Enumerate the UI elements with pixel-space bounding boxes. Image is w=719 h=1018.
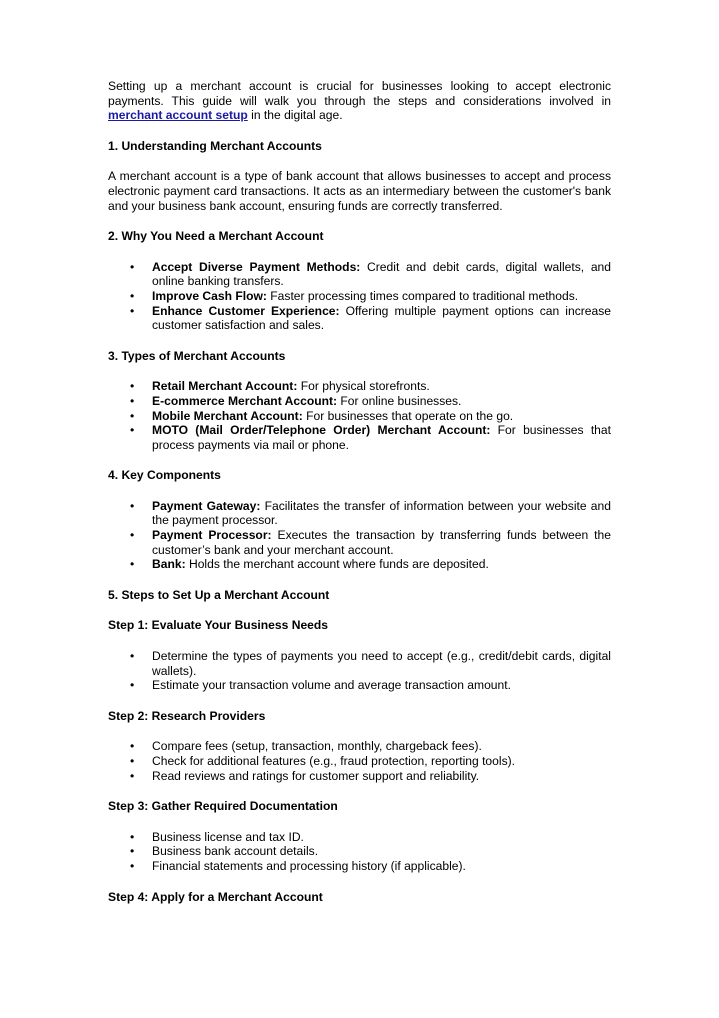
step-heading-documentation: Step 3: Gather Required Documentation — [108, 799, 338, 814]
list-item — [108, 394, 611, 409]
list-item-text: For online businesses. — [337, 393, 462, 408]
components-list — [108, 499, 611, 572]
list-item-term: Mobile Merchant Account: — [152, 408, 303, 423]
bullet-icon: • — [130, 739, 135, 754]
list-item — [108, 499, 611, 528]
list-item-text: Compare fees (setup, transaction, monthly, chargeback fees). — [152, 739, 482, 754]
bullet-icon: • — [130, 557, 135, 572]
bullet-icon: • — [130, 393, 135, 408]
step-heading-research: Step 2: Research Providers — [108, 708, 266, 723]
list-item-term: Enhance Customer Experience: — [152, 303, 340, 318]
list-item-text: Financial statements and processing history (if applicable). — [152, 858, 466, 873]
bullet-icon: • — [130, 379, 135, 394]
section-heading-why: 2. Why You Need a Merchant Account — [108, 229, 324, 244]
section-heading-steps: 5. Steps to Set Up a Merchant Account — [108, 587, 330, 602]
section-heading-components: 4. Key Components — [108, 468, 221, 483]
list-item — [108, 557, 611, 572]
list-item-text: Check for additional features (e.g., fraud protection, reporting tools). — [152, 754, 516, 768]
step3-list — [108, 830, 611, 874]
list-item-term: Improve Cash Flow: — [152, 288, 267, 303]
list-item-text: Determine the types of payments you need to accept (e.g., credit/debit cards, digital wallets). — [152, 649, 611, 678]
bullet-icon: • — [130, 303, 135, 318]
intro-text-before: Setting up a merchant account is crucial for businesses looking to accept electronic payments. This guide will walk you through the steps and considerations involved in — [108, 79, 611, 108]
intro-text-after: in the digital age. — [247, 108, 343, 123]
bullet-icon: • — [130, 844, 135, 859]
list-item-text: Credit and debit cards, digital wallets, and online banking transfers. — [152, 259, 612, 289]
list-item — [108, 379, 611, 394]
list-item — [108, 739, 611, 754]
list-item-text: For physical storefronts. — [297, 379, 430, 394]
list-item-text: Read reviews and ratings for customer support and reliability. — [152, 768, 480, 783]
bullet-icon: • — [130, 259, 135, 274]
bullet-icon: • — [130, 754, 135, 768]
bullet-icon: • — [130, 408, 135, 423]
step-heading-apply: Step 4: Apply for a Merchant Account — [108, 889, 323, 904]
list-item — [108, 830, 611, 845]
list-item-text: Holds the merchant account where funds are deposited. — [185, 557, 489, 572]
list-item — [108, 649, 611, 678]
list-item — [108, 304, 611, 333]
bullet-icon: • — [130, 498, 135, 513]
step1-list — [108, 649, 611, 693]
list-item — [108, 260, 611, 289]
list-item-text: Facilitates the transfer of information between your website and the payment processor. — [152, 498, 611, 528]
section-heading-types: 3. Types of Merchant Accounts — [108, 348, 286, 363]
list-item — [108, 289, 611, 304]
list-item-text: Executes the transaction by transferring funds between the customer’s bank and your merchant account. — [152, 528, 611, 557]
bullet-icon: • — [130, 858, 135, 873]
list-item — [108, 423, 611, 452]
bullet-icon: • — [130, 288, 135, 303]
list-item-term: Retail Merchant Account: — [152, 379, 298, 394]
section-heading-understanding: 1. Understanding Merchant Accounts — [108, 138, 322, 153]
list-item-term: Accept Diverse Payment Methods: — [152, 259, 361, 274]
list-item-text: For businesses that process payments via mail or phone. — [152, 423, 611, 452]
list-item — [108, 528, 611, 557]
why-list — [108, 260, 611, 333]
step-heading-evaluate: Step 1: Evaluate Your Business Needs — [108, 618, 329, 633]
list-item-text: Estimate your transaction volume and average transaction amount. — [152, 678, 511, 693]
list-item-text: Business license and tax ID. — [152, 829, 304, 844]
list-item-term: Bank: — [152, 557, 186, 572]
list-item — [108, 678, 611, 693]
bullet-icon: • — [130, 768, 135, 783]
step2-list — [108, 739, 611, 783]
list-item — [108, 769, 611, 784]
bullet-icon: • — [130, 829, 135, 844]
bullet-icon: • — [130, 528, 135, 543]
list-item-text: Business bank account details. — [152, 844, 319, 859]
list-item-term: Payment Processor: — [152, 528, 272, 543]
list-item-text: Offering multiple payment options can increase customer satisfaction and sales. — [152, 303, 611, 333]
list-item — [108, 859, 611, 874]
bullet-icon: • — [130, 649, 135, 664]
list-item-term: E-commerce Merchant Account: — [152, 393, 338, 408]
list-item-term: Payment Gateway: — [152, 498, 261, 513]
bullet-icon: • — [130, 423, 135, 438]
list-item — [108, 409, 611, 424]
list-item — [108, 844, 611, 859]
list-item-term: MOTO (Mail Order/Telephone Order) Merchant Account: — [152, 423, 491, 438]
intro-paragraph — [108, 79, 611, 123]
section-paragraph-understanding: A merchant account is a type of bank account that allows businesses to accept and process electronic payment card transactions. It acts as an intermediary between the customer's bank and your business bank account, ensuring funds are correctly transferred. — [108, 169, 611, 213]
list-item — [108, 754, 611, 769]
types-list — [108, 379, 611, 452]
list-item-text: Faster processing times compared to traditional methods. — [266, 288, 579, 303]
list-item-text: For businesses that operate on the go. — [302, 408, 514, 423]
bullet-icon: • — [130, 678, 135, 693]
merchant-account-setup-link[interactable]: merchant account setup — [108, 108, 248, 123]
